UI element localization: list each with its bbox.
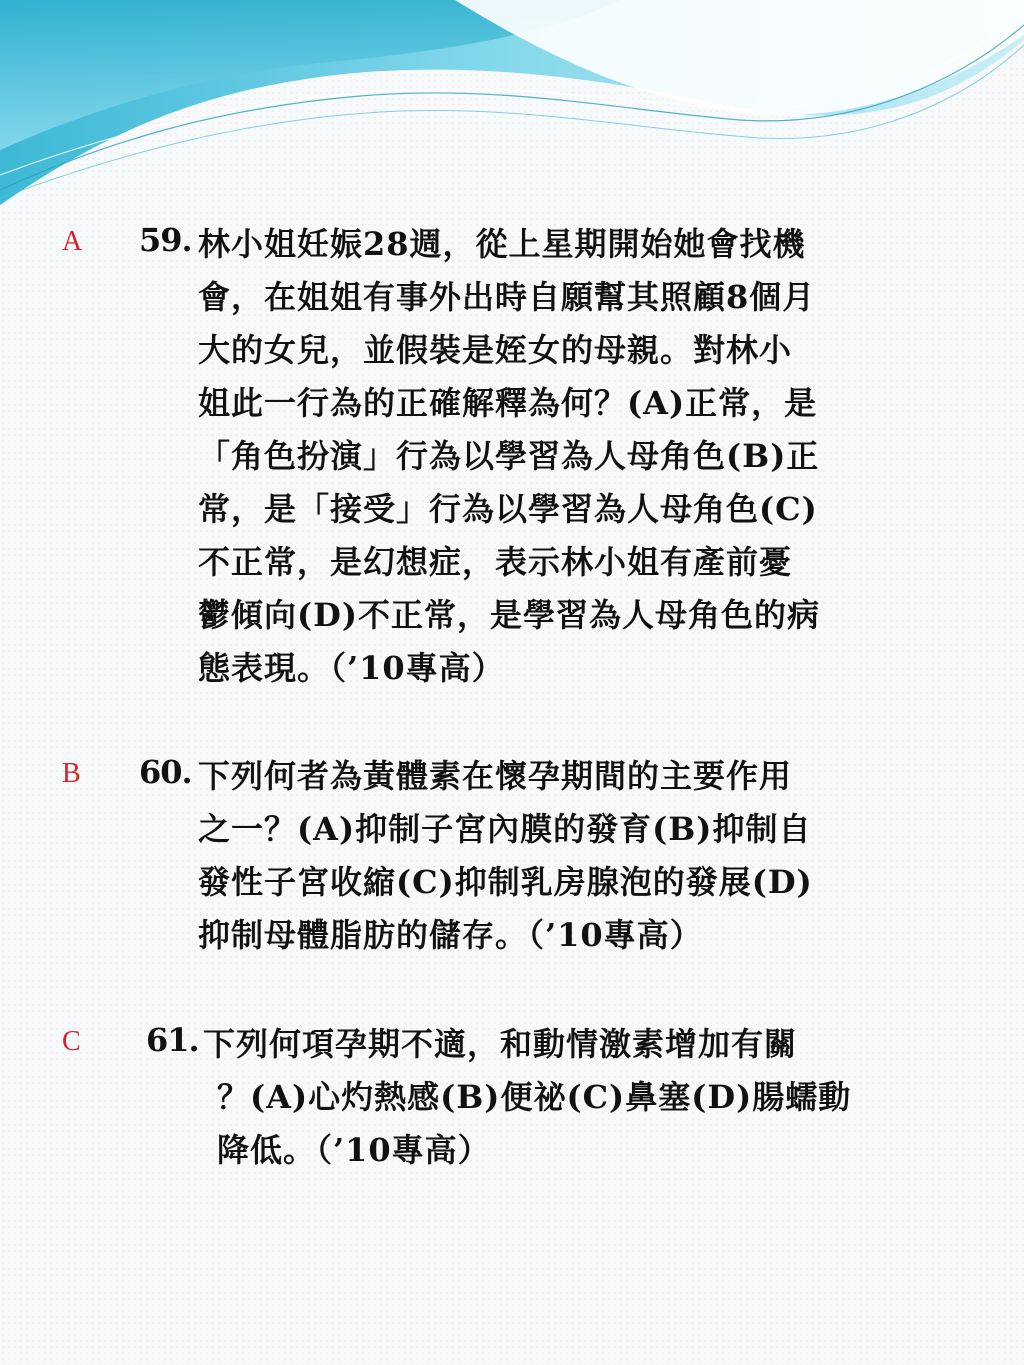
question-number: 60.	[139, 753, 192, 791]
question-line: 「角色扮演」行為以學習為人母角色(B)正	[198, 437, 820, 475]
question-line: 姐此一行為的正確解釋為何？(A)正常，是	[198, 384, 818, 422]
question-line: 大的女兒，並假裝是姪女的母親。對林小	[198, 331, 793, 369]
question-line: 下列何項孕期不適，和動情激素增加有關	[203, 1025, 798, 1063]
question-line: 不正常，是幻想症，表示林小姐有產前憂	[198, 543, 793, 581]
question-line: 下列何者為黃體素在懷孕期間的主要作用	[198, 757, 793, 795]
question-text	[198, 218, 820, 695]
question-line: 發性子宮收縮(C)抑制乳房腺泡的發展(D)	[198, 863, 813, 901]
answer-key: A	[62, 226, 83, 257]
header-wave-banner	[0, 0, 1024, 210]
answer-key: B	[62, 758, 81, 789]
question-text	[198, 750, 813, 962]
question-line: 態表現。（’10專高）	[198, 649, 505, 687]
question-line: 之一？(A)抑制子宮內膜的發育(B)抑制自	[198, 810, 812, 848]
question-line: 鬱傾向(D)不正常，是學習為人母角色的病	[198, 596, 821, 634]
question-number: 61.	[146, 1021, 199, 1059]
question-line: 林小姐妊娠28週，從上星期開始她會找機	[198, 225, 806, 263]
answer-key: C	[62, 1026, 81, 1057]
question-line: ？(A)心灼熱感(B)便祕(C)鼻塞(D)腸蠕動	[217, 1078, 852, 1116]
question-line: 常，是「接受」行為以學習為人母角色(C)	[198, 490, 818, 528]
question-line: 會，在姐姐有事外出時自願幫其照顧8個月	[198, 278, 816, 316]
question-line: 抑制母體脂肪的儲存。（’10專高）	[198, 916, 703, 954]
question-line: 降低。（’10專高）	[217, 1131, 491, 1169]
question-text	[203, 1018, 851, 1177]
question-number: 59.	[139, 221, 192, 259]
